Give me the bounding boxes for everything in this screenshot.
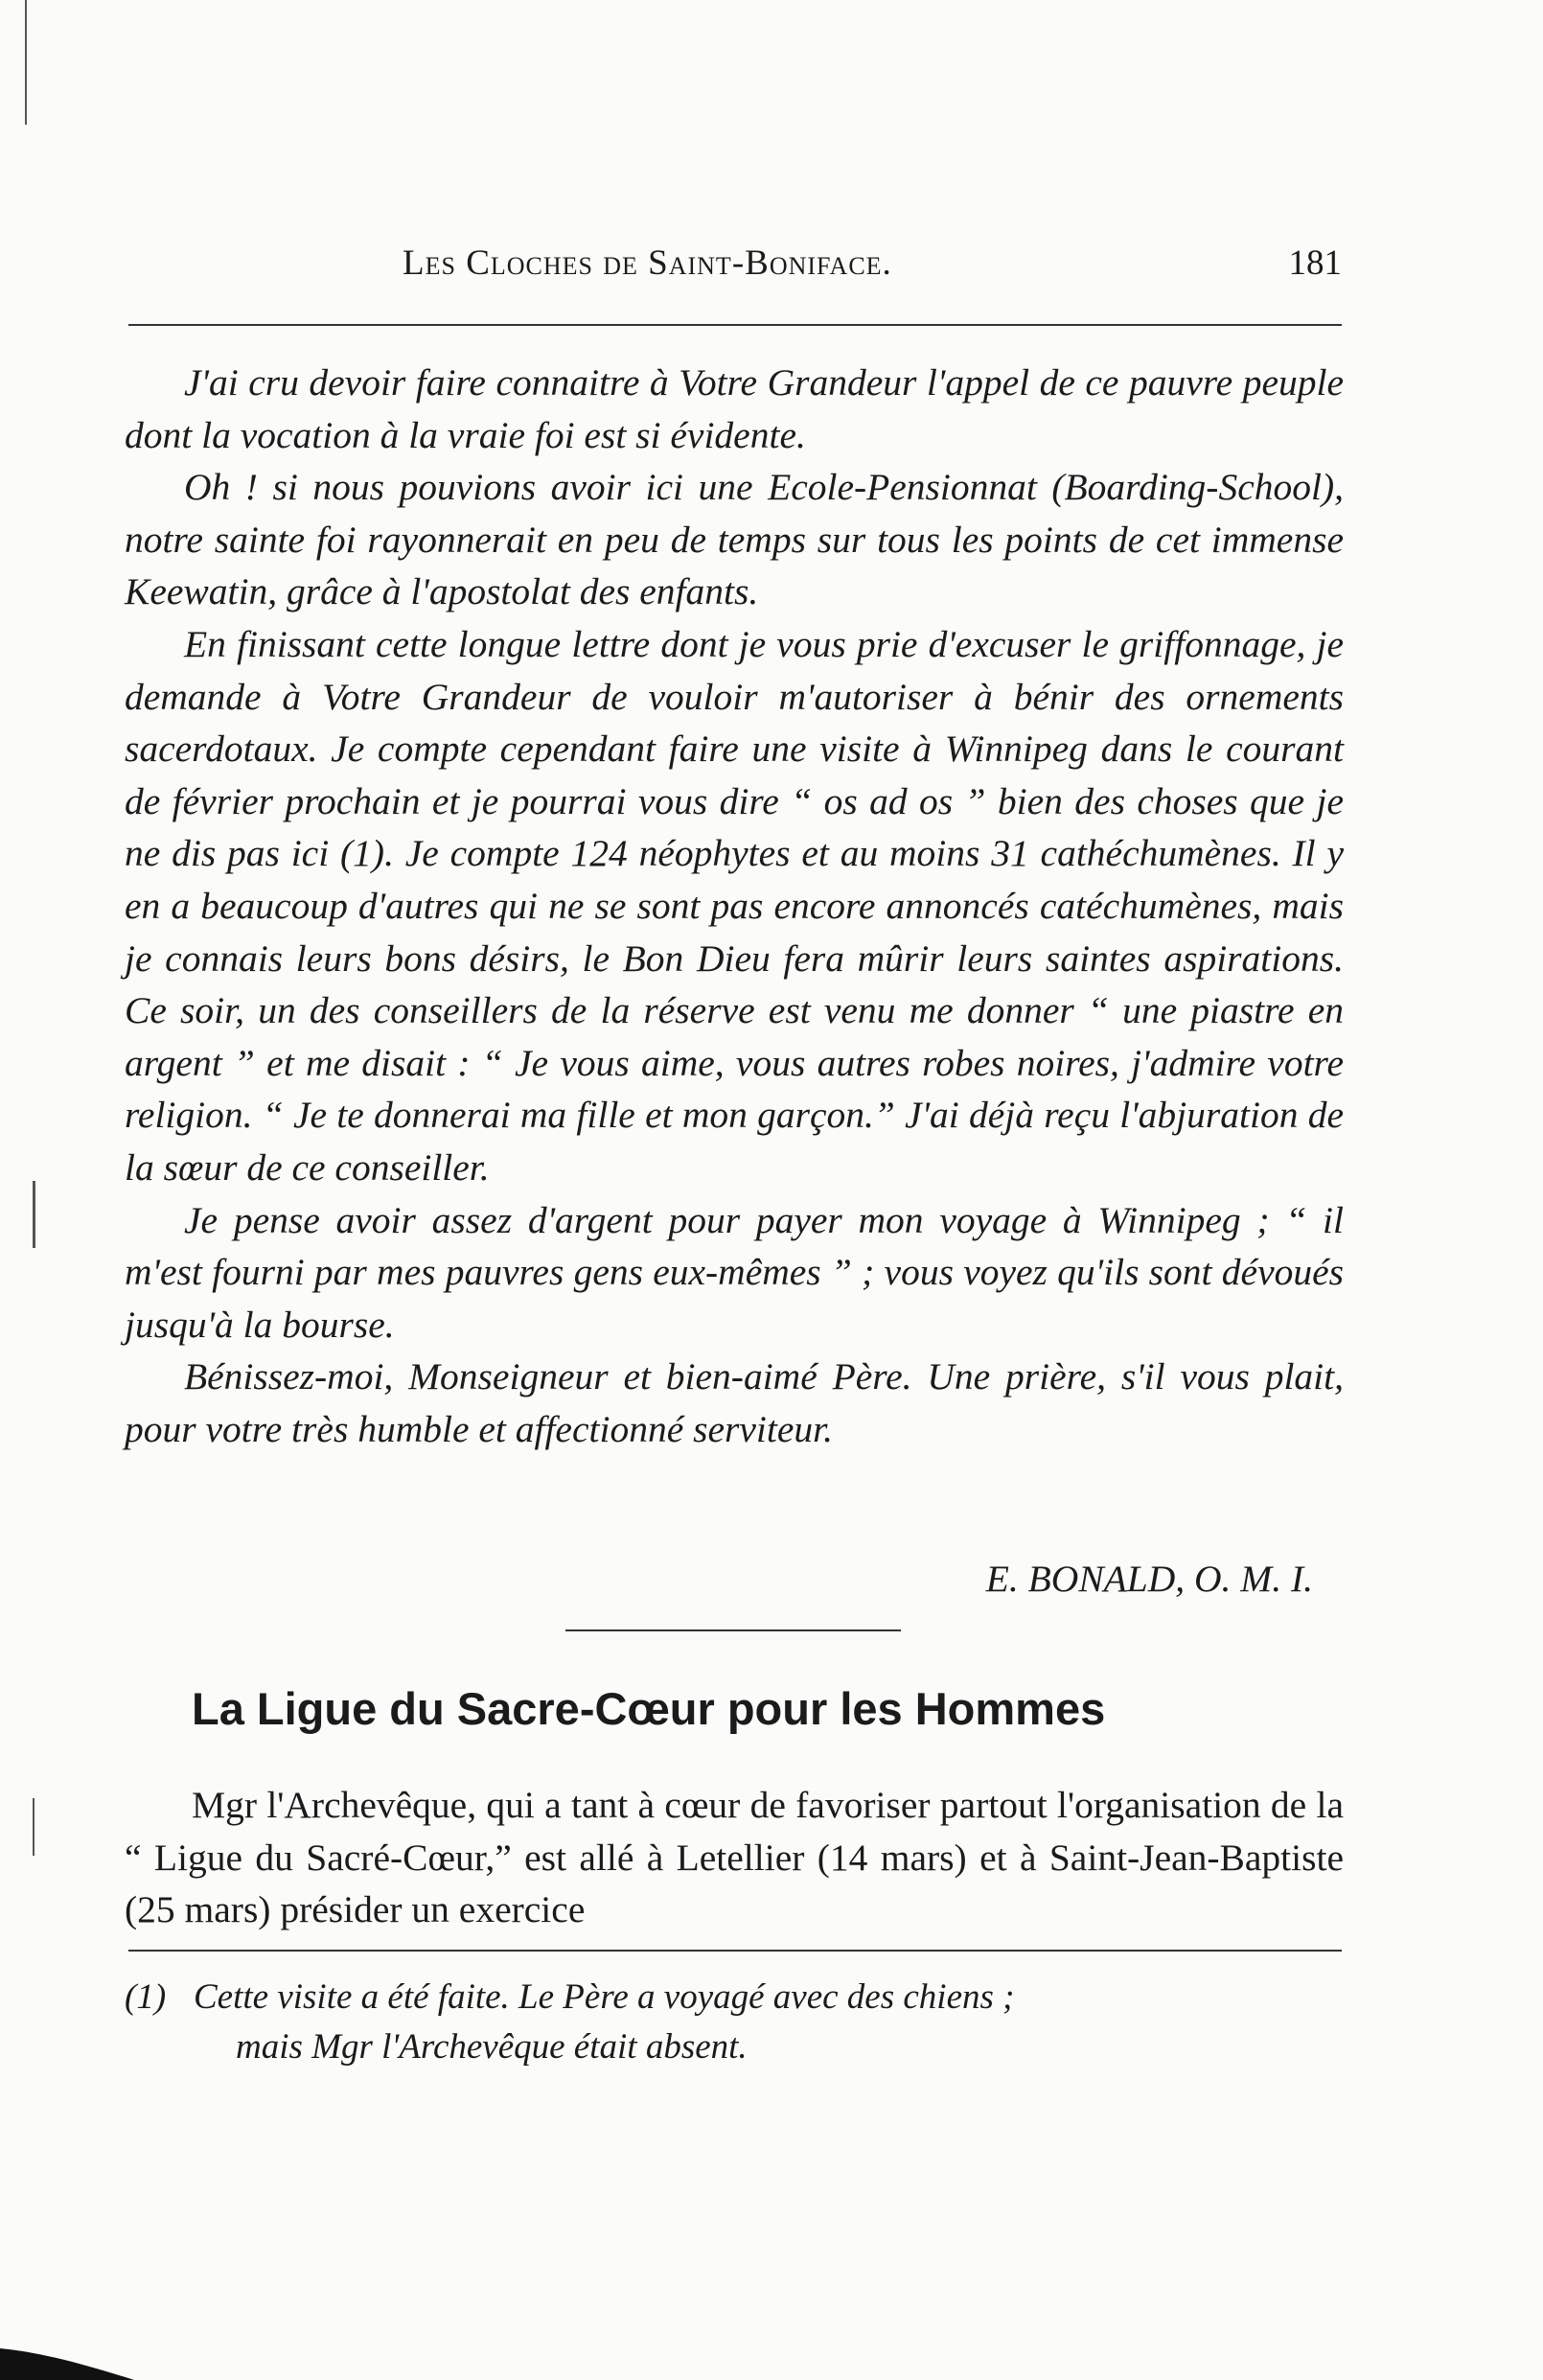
letter-paragraph: Bénissez-moi, Monseigneur et bien-aimé Père. Une prière, s'il vous plait, pour votre très humble et affectionné serviteur. <box>125 1355 1344 1450</box>
section-body <box>125 1779 1344 1936</box>
footnote-text: Cette visite a été faite. Le Père a voyagé avec des chiens ; <box>194 1977 1015 2017</box>
section-divider <box>565 1629 901 1631</box>
letter-paragraph: J'ai cru devoir faire connaitre à Votre Grandeur l'appel de ce pauvre peuple dont la vocation à la vraie foi est si évidente. <box>125 361 1344 456</box>
footnote-line <box>125 1973 1344 2022</box>
page-number: 181 <box>1288 243 1342 283</box>
footnote-rule <box>128 1950 1342 1952</box>
section-heading: La Ligue du Sacre-Cœur pour les Hommes <box>192 1683 1106 1734</box>
page-corner-smudge <box>0 2339 134 2380</box>
letter-paragraph: En finissant cette longue lettre dont je vous prie d'excuser le griffonnage, je demande à Votre Grandeur de vouloir m'autoriser à bénir des ornements sacerdotaux. Je compte cependant faire une visite à Winnipeg dans le courant de février prochain et je pourrai vous dire “ os ad os ” bien des choses que je ne dis pas ici (1). Je compte 124 néophytes et au moins 31 cathéchumènes. Il y en a beaucoup d'autres qui ne se sont pas encore annoncés catéchumènes, mais je connais leurs bons désirs, le Bon Dieu fera mûrir leurs saintes aspirations. Ce soir, un des conseillers de la réserve est venu me donner “ une piastre en argent ” et me disait : “ Je vous aime, vous autres robes noires, j'admire votre religion. “ Je te donnerai ma fille et mon garçon.” J'ai déjà reçu l'abjuration de la sœur de ce conseiller. <box>125 622 1344 1189</box>
footnote-line: mais Mgr l'Archevêque était absent. <box>236 2027 748 2067</box>
margin-mark <box>33 1798 35 1856</box>
section-paragraph: Mgr l'Archevêque, qui a tant à cœur de favoriser partout l'organisation de la “ Ligue du Sacré-Cœur,” est allé à Letellier (14 mars) et à Saint-Jean-Baptiste (25 mars) présider un exercice <box>125 1784 1344 1931</box>
running-head-title: Les Cloches de Saint-Boniface. <box>403 243 892 283</box>
letter-text <box>125 357 1344 1455</box>
left-margin-line <box>25 0 27 125</box>
footnote <box>125 1973 1344 2072</box>
margin-mark <box>33 1181 35 1248</box>
footnote-mark: (1) <box>125 1977 167 2017</box>
header-rule <box>128 324 1342 326</box>
letter-paragraph: Je pense avoir assez d'argent pour payer mon voyage à Winnipeg ; “ il m'est fourni par mes pauvres gens eux-mêmes ” ; vous voyez qu'ils sont dévoués jusqu'à la bourse. <box>125 1198 1344 1346</box>
signature: E. BONALD, O. M. I. <box>985 1558 1313 1600</box>
letter-paragraph: Oh ! si nous pouvions avoir ici une Ecole-Pensionnat (Boarding-School), notre sainte foi rayonnerait en peu de temps sur tous les points de cet immense Keewatin, grâce à l'apostolat des enfants. <box>125 466 1344 613</box>
